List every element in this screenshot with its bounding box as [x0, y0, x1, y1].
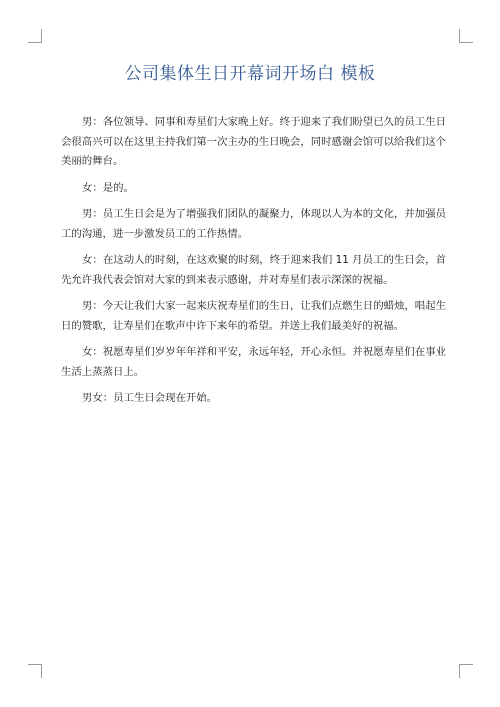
paragraph: 男：今天让我们大家一起来庆祝寿星们的生日，让我们点燃生日的蜡烛，唱起生日的赞歌，让寿星们在歌声中许下来年的希望。并送上我们最美好的祝福。 — [61, 300, 446, 332]
document-body — [61, 113, 446, 416]
paragraph: 男：员工生日会是为了增强我们团队的凝聚力，体现以人为本的文化，并加强员工的沟通，进一步激发员工的工作热情。 — [61, 208, 446, 240]
paragraph: 男女：员工生日会现在开始。 — [82, 392, 218, 404]
document-title: 公司集体生日开幕词开场白 模板 — [124, 64, 376, 84]
crop-mark-top-right — [459, 29, 473, 43]
crop-mark-bottom-right — [459, 664, 473, 678]
paragraph: 女：是的。 — [82, 181, 134, 194]
paragraph: 男：各位领导、同事和寿星们大家晚上好。终于迎来了我们盼望已久的员工生日会很高兴可以在这里主持我们第一次主办的生日晚会，同时感谢会馆可以给我们这个美丽的舞台。 — [61, 116, 446, 167]
paragraph: 女：祝愿寿星们岁岁年年祥和平安，永远年轻，开心永恒。并祝愿寿星们在事业生活上蒸蒸日上。 — [61, 346, 446, 378]
crop-mark-bottom-left — [28, 664, 42, 678]
paragraph: 女：在这动人的时刻，在这欢聚的时刻，终于迎来我们 11 月员工的生日会，首先允许我代表会馆对大家的到来表示感谢，并对寿星们表示深深的祝福。 — [61, 254, 446, 286]
crop-mark-top-left — [28, 29, 42, 43]
